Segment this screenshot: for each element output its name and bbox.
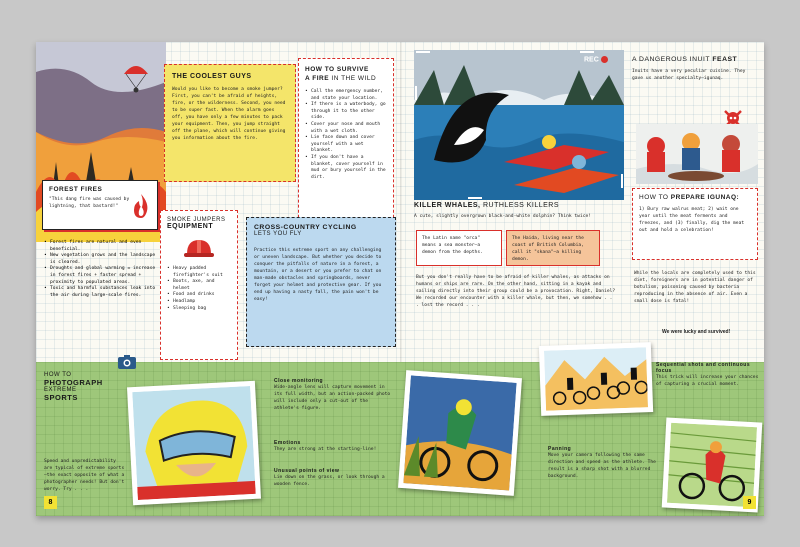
rec-indicator (584, 56, 608, 63)
photograph-extreme: EXTREME (44, 387, 77, 393)
page-number-left: 8 (44, 496, 57, 509)
list-item: • Cover your nose and mouth with a wet cloth. (305, 122, 387, 135)
killer-title-a: KILLER WHALES, (414, 202, 481, 209)
emotions-text: They are strong at the starting-line! (274, 447, 377, 452)
unusual-views-text: Lie down on the grass, or look through a wooden fence. (274, 475, 385, 487)
survive-title-b: SURVIVE (336, 66, 369, 73)
killer-whales-text: But you don't really have to be afraid of killer whales, as attacks on humans or ships are rare. On the other hand, sitting in a kayak and sailing directly into their group could be a provocation. Right, Daniel? We recorded our encounter with a killer whale, but then, we somehow . . . lost the record . . . (416, 275, 616, 308)
emotions-title: Emotions (274, 440, 301, 446)
orca-name-box (416, 230, 502, 266)
list-item: • Toxic and harmful substances leak into the air during large-scale fires. (44, 286, 156, 299)
survive-title-c: A FIRE (305, 75, 330, 82)
feast-title-b: FEAST (712, 56, 738, 63)
photography-band (36, 362, 764, 516)
panning (548, 446, 658, 480)
forest-fires-title: FOREST FIRES (49, 186, 103, 193)
feast-text: Inuits have a very peculiar cuisine. They gave us another specialty—igunaq. (632, 69, 746, 81)
list-item: • Droughts and global warming = increase in forest fires + faster spread + proximity to populated areas. (44, 266, 156, 286)
unusual-views-title: Unusual points of view (274, 468, 340, 474)
photograph-title: PHOTOGRAPH (44, 378, 103, 387)
list-item: • Headlamp (167, 299, 231, 306)
coolest-guys-box (164, 64, 296, 182)
cycling-box (246, 217, 396, 347)
book-spread (36, 42, 764, 516)
sequential-text: This trick will increase your chances of capturing a crucial moment. (656, 375, 759, 387)
helmet-rider-photo (127, 381, 261, 506)
haida-text: The Haida, living near the coast of British Columbia, call it "skana"—a killing demon. (512, 236, 584, 262)
emotions (274, 440, 394, 453)
killer-whales-section (414, 202, 614, 220)
forest-fires-label (42, 180, 158, 230)
panning-illustration (667, 423, 757, 507)
locals-text: While the locals are completely used to this diet, foreigners are in potential danger of botulism, poisoning caused by bacteria reproducing in the absence of air. Even a small dose is fatal! (634, 271, 756, 304)
coolest-guys-text: Would you like to become a smoke jumper? First, you can't be afraid of heights, fire, or the wilderness. Second, you need to be super fast. When the alarm goes off, you have only a few minutes to pack your equipment. Then, you jump straight off the plane, which will continue giving you information about the fire. (172, 87, 286, 141)
orca-latin-text: The Latin name "orca" means a sea monster—a demon from the depths. (422, 236, 483, 255)
list-item: • Sleeping bag (167, 306, 231, 313)
unusual-views (274, 468, 394, 488)
panning-text: Move your camera following the same direction and speed as the athlete. The result is a sharp shot with a blurred background. (548, 453, 656, 479)
flame-icon (131, 193, 151, 219)
list-item: • Food and drinks (167, 292, 231, 299)
killer-whale-illustration (414, 50, 624, 200)
camera-icon (118, 355, 136, 369)
jumpers-title-a: SMOKE JUMPERS (167, 217, 226, 223)
close-monitoring-title: Close monitoring (274, 378, 324, 384)
list-item: • Heavy padded firefighter's suit (167, 266, 231, 279)
lucky-text: We were lucky and survived! (662, 329, 731, 335)
record-dot-icon (601, 56, 608, 63)
prepare-title-a: HOW TO (639, 194, 669, 201)
cycling-subtitle: LETS YOU FLY (254, 231, 302, 237)
list-item: • Call the emergency number, and state your location. (305, 89, 387, 102)
jumpers-list (167, 266, 231, 312)
cycling-text: Practice this extreme sport on any challenging or uneven landscape. But whether you decide to conquer the pitfalls of nature in a forest, a mountain, or a desert or you prefer to chat on man-made obstacles and springboards, never forget your helmet and protective gear. If you end up having a nasty fall, the pain won't be easy! (254, 248, 382, 302)
page-number-right: 9 (743, 496, 756, 509)
rec-label: REC (584, 56, 599, 64)
smoke-jumpers-box (160, 210, 238, 360)
prepare-title-b: PREPARE IGUNAQ: (670, 194, 740, 201)
coolest-guys-title: THE COOLEST GUYS (172, 73, 252, 80)
survive-title-d: IN THE WILD (331, 75, 377, 82)
inuit-feast-illustration (636, 124, 758, 184)
prepare-text: 1) Bury raw walrus meat; 2) wait one year until the meat ferments and freezes, and (3) finally, dig the meat out and hold a celebration! (639, 207, 745, 233)
fence-rider-illustration (403, 375, 516, 490)
cycling-title: CROSS-COUNTRY CYCLING (254, 224, 357, 231)
photograph-heading (44, 372, 124, 402)
killer-intro: A cute, slightly overgrown black-and-white dolphin? Think twice! (414, 214, 592, 219)
list-item: • Boots, axe, and helmet (167, 279, 231, 292)
helmet-icon (184, 238, 214, 260)
prepare-igunaq-box (632, 188, 758, 260)
forest-fires-quote: "This dang fire was caused by lightning, that bastard!" (49, 197, 130, 209)
panning-title: Panning (548, 446, 572, 452)
list-item: • If there is a waterbody, go through it to the other side. (305, 102, 387, 122)
inuit-feast-section (632, 56, 758, 82)
sequential-photo (539, 342, 653, 416)
killer-title-b: RUTHLESS KILLERS (482, 202, 560, 209)
sequential-illustration (544, 347, 648, 411)
survive-title-a: HOW TO (305, 66, 335, 73)
feast-title-a: A DANGEROUS INUIT (632, 56, 710, 63)
close-monitoring-text: Wide-angle lens will capture movement in its full width, but an action-packed photo will include only a cut-out of the athlete's figure. (274, 385, 391, 411)
sequential-shots (656, 362, 760, 388)
forest-fires-list (44, 240, 156, 299)
haida-box (506, 230, 600, 266)
photograph-how: HOW TO (44, 372, 72, 378)
list-item: • Lie face down and cover yourself with a wet blanket. (305, 135, 387, 155)
list-item: • Forest fires are natural and even beneficial. (44, 240, 156, 253)
photograph-sports: SPORTS (44, 393, 78, 402)
survive-fire-box (298, 58, 394, 238)
fence-rider-photo (398, 370, 522, 496)
sequential-title: Sequential shots and continuous focus (656, 362, 751, 374)
survive-list (305, 89, 387, 181)
list-item: • New vegetation grows and the landscape is cleared. (44, 253, 156, 266)
helmet-rider-illustration (132, 386, 255, 500)
list-item: • If you don't have a blanket, cover yourself in mud or bury yourself in the dirt. (305, 155, 387, 181)
close-monitoring (274, 378, 394, 412)
jumpers-title-b: EQUIPMENT (167, 223, 214, 230)
photograph-text: Speed and unpredictability are typical of extreme sports—the exact opposite of what a photographer needs! But don't worry. Try . . . (44, 459, 125, 492)
